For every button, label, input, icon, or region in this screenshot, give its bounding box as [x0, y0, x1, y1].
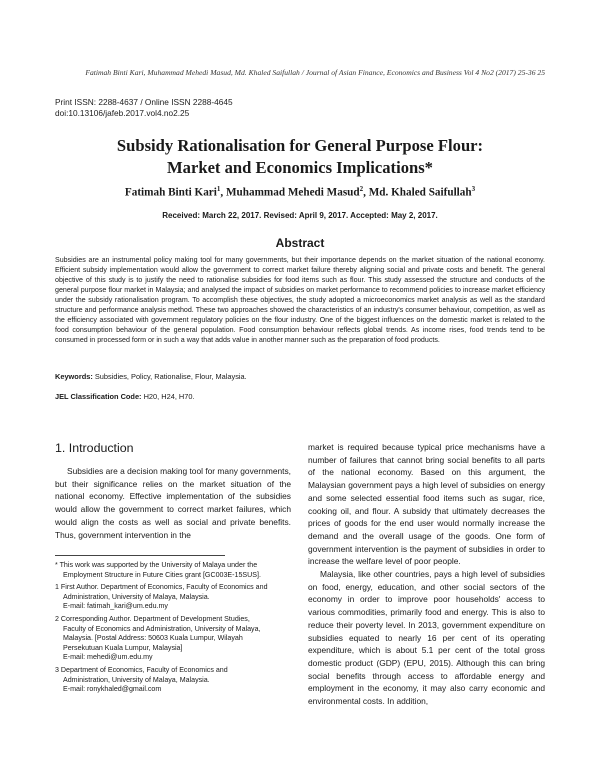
- footnote-line: Administration, University of Malaya, Malaysia.: [63, 592, 210, 601]
- author-affiliation-mark: 1: [216, 185, 221, 193]
- jel-label: JEL Classification Code:: [55, 392, 142, 401]
- footnote-line: 3 Department of Economics, Faculty of Economics and: [55, 665, 228, 674]
- issn-block: [55, 97, 233, 119]
- author-list: [40, 185, 560, 199]
- abstract-heading: Abstract: [275, 236, 325, 250]
- right-column: [308, 441, 545, 708]
- footnote-line: E-mail: mehedi@um.edu.my: [63, 653, 153, 662]
- footnote-line: E-mail: ronykhaled@gmail.com: [63, 685, 162, 694]
- author-name: Muhammad Mehedi Masud: [225, 186, 360, 199]
- footnote-line: Persekutuan Kuala Lumpur, Malaysia]: [63, 643, 183, 652]
- author-separator: ,: [220, 186, 226, 199]
- footnote-line: Faculty of Economics and Administration, University of Malaya,: [63, 624, 261, 633]
- issn-line: Print ISSN: 2288-4637 / Online ISSN 2288-4645: [55, 97, 233, 107]
- paper-title-line2: Market and Economics Implications*: [167, 158, 433, 177]
- footnote-line: E-mail: fatimah_kari@um.edu.my: [63, 602, 168, 611]
- footnote-author2: [55, 615, 291, 663]
- keywords-line: [55, 372, 247, 381]
- keywords-label: Keywords:: [55, 372, 93, 381]
- footnote-line: 2 Corresponding Author. Department of Development Studies,: [55, 614, 250, 623]
- author-affiliation-mark: 3: [471, 185, 476, 193]
- author-separator: ,: [363, 186, 369, 199]
- footnote-line: 1 First Author. Department of Economics, Faculty of Economics and: [55, 583, 268, 592]
- jel-line: [55, 392, 195, 401]
- abstract-text: Subsidies are an instrumental policy making tool for many governments, but their importance depends on the market situation of the national economy. Efficient subsidy implementation would allow the government to correct market failure thereby aligning social and private costs and benefit. The general objective of this study is to justify the need to rationalise subsidies for food items such as flour. This study assessed the structure and conducts of the general purpose flour market in Malaysia; and analysed the impact of subsidies on market performance to recommend policies to increase market efficiency under the subsidy rationalisation program. To accomplish these objectives, the study adopted a microeconomics market analysis as well as the standard structure and performance analysis method. These two approaches showed the characteristics of an industry's consumer behaviour, competition, as well as the efficiency associated with government regulatory policies on the flour industry. One of the biggest influences on the domestic market is related to the food consumption behaviour of the general population. Food consumption behaviour reflects global trends. As income rises, food trends tend to be consumed in processed form or in such a way that adds value in another manner such as the preparation of food products.: [55, 256, 545, 344]
- author-name: Fatimah Binti Kari: [124, 186, 217, 199]
- section-heading: 1. Introduction: [55, 441, 134, 455]
- jel-value: H20, H24, H70.: [143, 392, 195, 401]
- footnote-divider: [55, 555, 225, 556]
- intro-paragraph-right-2: Malaysia, like other countries, pays a high level of subsidies on food, energy, education, and other social sectors of the economy in order to improve poor households' access to various commodities, primarily food and energy. This is also to reduce their poverty level. In 2013, government expenditure on subsidies equated to nearly 16 per cent of its operating expenditure, which is about 5.1 per cent of the total gross domestic product (GDP) (EPU, 2015). Although this can bring social benefits through access to affordable energy and employment in the economy, it may also carry economic and environmental costs. In addition,: [308, 569, 545, 707]
- footnote-author1: [55, 583, 291, 612]
- footnote-line: Administration, University of Malaya, Malaysia.: [63, 675, 210, 684]
- footnote-line: * This work was supported by the University of Malaya under the: [55, 561, 258, 569]
- intro-paragraph-left: Subsidies are a decision making tool for many governments, but their significance relies on the market situation of the national economy. Effective implementation of the subsidies would allow the government to correct market failures, which would align the costs as well as social and private benefits. Thus, government intervention in the: [55, 466, 291, 540]
- paper-title-line1: Subsidy Rationalisation for General Purpose Flour:: [116, 136, 484, 155]
- footnote-line: Malaysia. [Postal Address: 50603 Kuala Lumpur, Wilayah: [63, 634, 243, 643]
- footnote-author3: [55, 666, 291, 695]
- author-name: Md. Khaled Saifullah: [368, 186, 472, 199]
- footnote-line: Employment Structure in Future Cities grant [GC003E-15SUS].: [63, 570, 261, 579]
- footnote-funding: [55, 561, 291, 580]
- doi-line: doi:10.13106/jafeb.2017.vol4.no2.25: [55, 108, 190, 118]
- footnotes: [55, 561, 291, 698]
- running-header: Fatimah Binti Kari, Muhammad Mehedi Masud, Md. Khaled Saifullah / Journal of Asian Finance, Economics and Business Vol 4 No2 (2017) 25-36 25: [85, 68, 545, 77]
- intro-paragraph-right-1: market is required because typical price mechanisms have a number of failures that cannot bring social benefits to all parts of the national economy. Based on this argument, the Malaysian government pays a high level of subsidies on energy and some selected essential food items such as sugar, rice, cooking oil, and flour. A subsidy that ultimately decreases the prices of goods for the end user would normally increase the demand and the overall usage of the goods. One form of government intervention is the payment of subsidies in order to increase the welfare level of poor people.: [308, 442, 545, 567]
- received-dates: Received: March 22, 2017. Revised: April 9, 2017. Accepted: May 2, 2017.: [162, 211, 438, 220]
- author-affiliation-mark: 2: [359, 185, 364, 193]
- keywords-value: Subsidies, Policy, Rationalise, Flour, Malaysia.: [94, 372, 247, 381]
